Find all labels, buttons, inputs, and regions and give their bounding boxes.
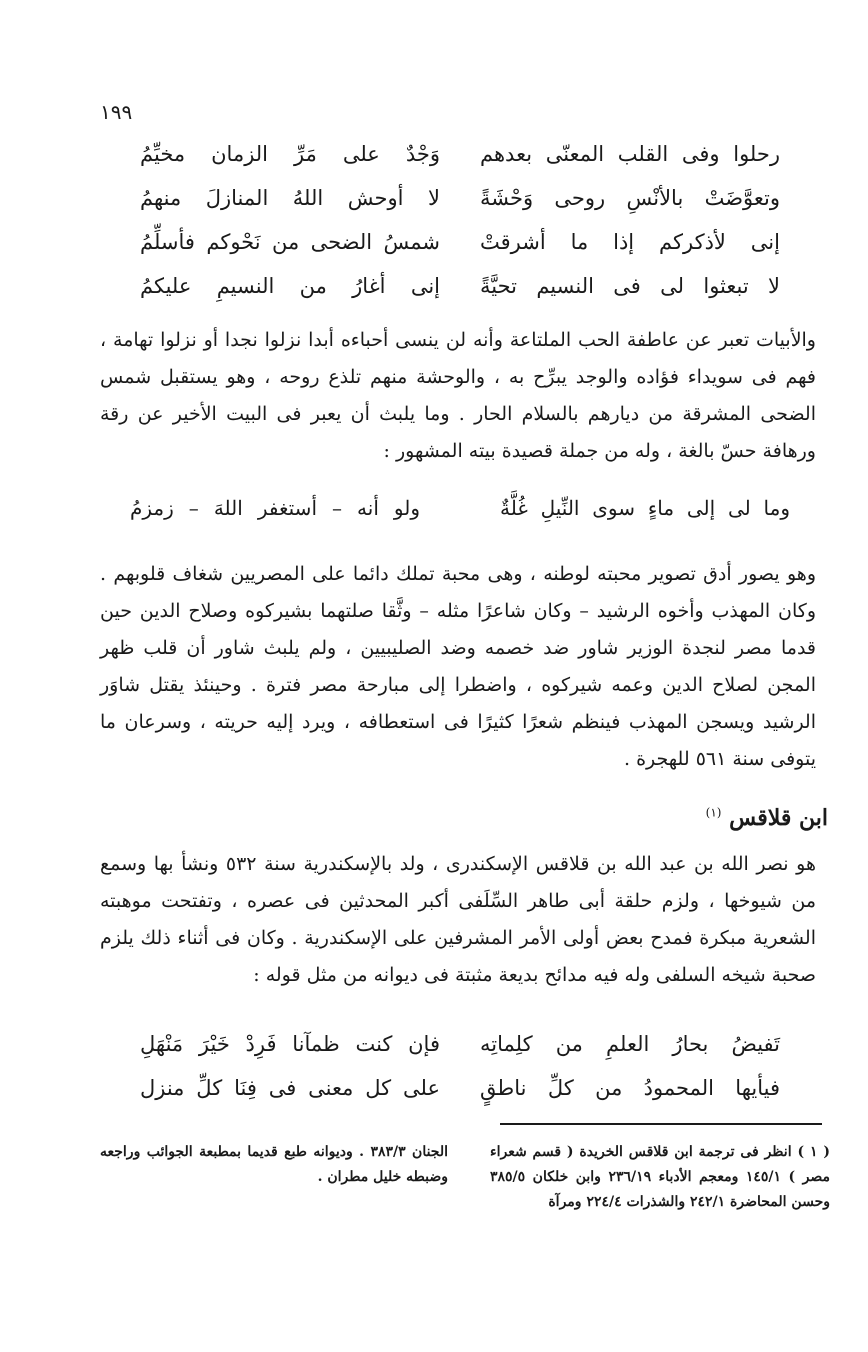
paragraph: هو نصر الله بن عبد الله بن قلاقس الإسكندرى ، ولد بالإسكندرية سنة ٥٣٢ ونشأ بها وسمع من شيوخها ، ولزم حلقة أبى طاهر السِّلَفى أكبر المحدثين فى عصره ، وتفتحت موهبته الشعرية مبكرة فمدح بعض أولى الأمر المشرفين على الإسكندرية . وكان فى أثناء ذلك يلزم صحبة شيخه السلفى وله فيه مدائح بديعة مثبتة فى ديوانه من مثل قوله : — [100, 853, 816, 986]
footnote-text-continued: الجنان ٣٨٣/٣ . وديوانه طبع قديما بمطبعة الجوائب وراجعه وضبطه خليل مطران . — [100, 1144, 449, 1185]
verse-line — [130, 496, 790, 536]
poem-top — [140, 142, 780, 318]
verse-first-hemistich: رحلوا وفى القلب المعنّى بعدهم — [480, 142, 780, 166]
verse-second-hemistich: وَجْدٌ على مَرِّ الزمان مخيِّمُ — [140, 142, 440, 166]
verse-first-hemistich: لا تبعثوا لى فى النسيم تحيَّةً — [480, 274, 780, 298]
footnote-text: ( ١ ) انظر فى ترجمة ابن قلاقس الخريدة ( قسم شعراء مصر ) ١٤٥/١ ومعجم الأدباء ٢٣٦/١٩ وابن خلكان ٣٨٥/٥ وحسن المحاضرة ٢٤٢/١ والشذرات ٢٢٤/٤ ومرآة — [490, 1144, 831, 1210]
verse-line — [140, 274, 780, 318]
verse-line — [140, 1032, 780, 1076]
verse-second-hemistich: ولو أنه – أستغفر اللهَ – زمزمُ — [130, 496, 420, 520]
paragraph: وهو يصور أدق تصوير محبته لوطنه ، وهى محبة تملك دائما على المصريين شغاف قلوبهم . وكان المهذب وأخوه الرشيد – وكان شاعرًا مثله – وثَّقا صلتهما بشيركوه وصلاح الدين حين قدما مصر لنجدة الوزير شاور ضد خصمه وضد الصليبيين ، ولم يلبث شاور أن قلب ظهر المجن لصلاح الدين وعمه شيركوه ، واضطرا إلى مبارحة مصر فترة . وحينئذ يقتل شاوَر الرشيد ويسجن المهذب فينظم شعرًا كثيرًا فى استعطافه ، ويرد إليه حريته ، وسرعان ما يتوفى سنة ٥٦١ للهجرة . — [100, 563, 816, 770]
poem-bottom — [140, 1032, 780, 1120]
section-heading — [706, 805, 828, 831]
verse-second-hemistich: لا أوحش اللهُ المنازلَ منهمُ — [140, 186, 440, 210]
verse-line — [140, 186, 780, 230]
verse-second-hemistich: فإن كنت ظمآنا فَرِدْ خَيْرَ مَنْهَلِ — [140, 1032, 440, 1056]
footnote-marker: (١) — [705, 805, 722, 820]
verse-first-hemistich: تَفيضُ بحارُ العلمِ من كلِماتِه — [480, 1032, 780, 1056]
verse-second-hemistich: إنى أغارُ من النسيمِ عليكمُ — [140, 274, 440, 298]
verse-first-hemistich: إنى لأذكركم إذا ما أشرقتْ — [480, 230, 780, 254]
verse-first-hemistich: وما لى إلى ماءٍ سوى النِّيلِ غُلَّةٌ — [500, 496, 790, 520]
verse-second-hemistich: شمسُ الضحى من نَحْوكم فأسلِّمُ — [140, 230, 440, 254]
paragraph: والأبيات تعبر عن عاطفة الحب الملتاعة وأنه لن ينسى أحباءه أبدا نزلوا نجدا أو نزلوا تهامة ، فهم فى سويداء فؤاده والوجد يبرِّح به ، والوحشة منهم تلذع روحه ، وهو يستقبل شمس الضحى المشرقة من ديارهم بالسلام الحار . وما يلبث أن يعبر فى البيت الأخير عن رقة ورهافة حسّ بالغة ، وله من جملة قصيدة بيته المشهور : — [100, 329, 816, 462]
verse-first-hemistich: وتعوَّضَتْ بالأنْسِ روحى وَحْشَةً — [480, 186, 780, 210]
verse-line — [140, 142, 780, 186]
section-title: ابن قلاقس — [729, 805, 828, 831]
page-number: ١٩٩ — [100, 100, 133, 124]
verse-line — [140, 230, 780, 274]
footnote-divider — [500, 1123, 822, 1125]
verse-second-hemistich: على كل معنى فى فِنَا كلِّ منزل — [140, 1076, 440, 1100]
verse-first-hemistich: فيأيها المحمودُ من كلِّ ناطقٍ — [480, 1076, 780, 1100]
verse-line — [140, 1076, 780, 1120]
